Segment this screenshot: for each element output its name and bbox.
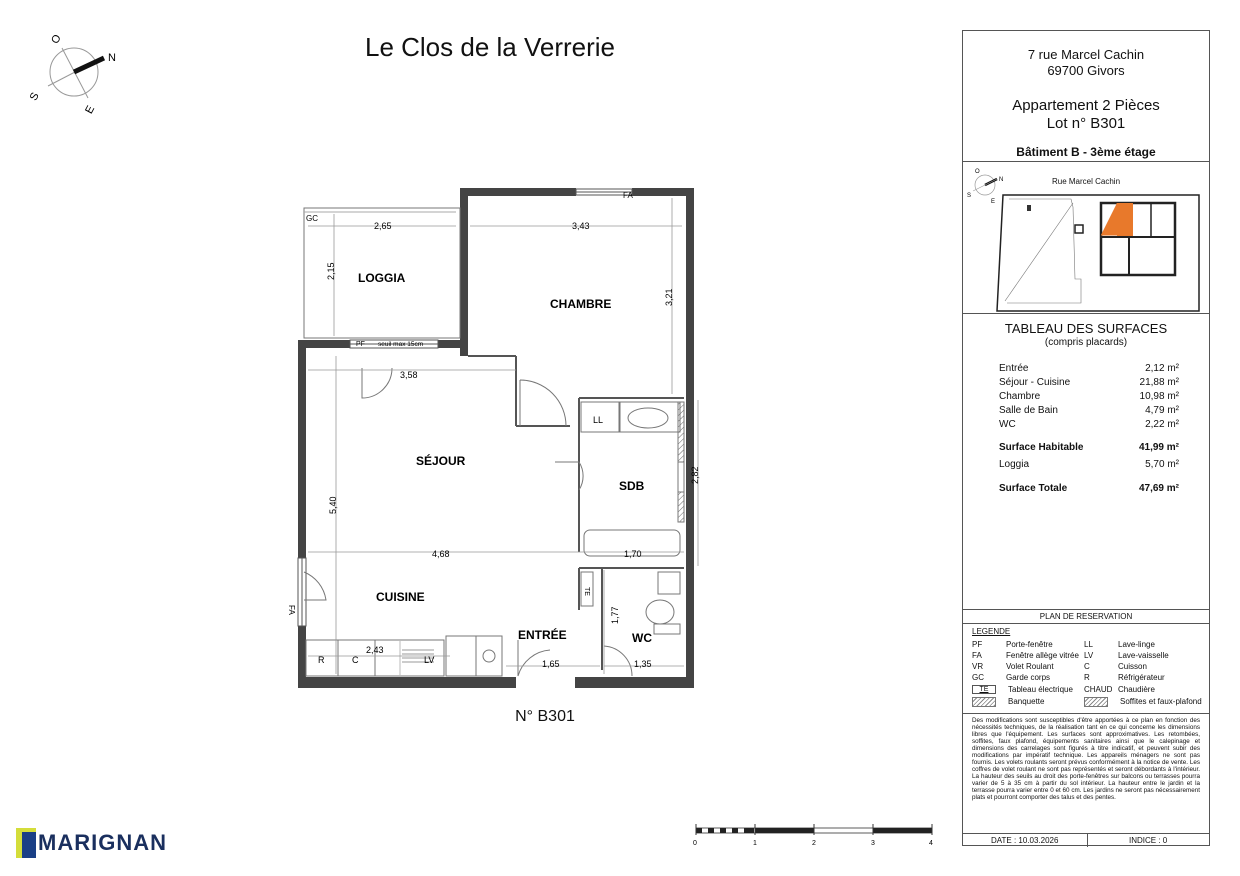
scale-bar bbox=[688, 820, 948, 852]
wc-fixtures bbox=[581, 572, 680, 634]
surface-row: Salle de Bain 4,79 m² bbox=[999, 405, 1179, 416]
window-left bbox=[298, 558, 306, 626]
dim-chambre-h: 3,21 bbox=[664, 288, 674, 306]
ll-label: LL bbox=[593, 415, 604, 425]
te-label: TE bbox=[583, 587, 590, 596]
room-entree: ENTRÉE bbox=[518, 628, 567, 642]
surfaces-table-title: TABLEAU DES SURFACES bbox=[1004, 321, 1168, 336]
room-chambre: CHAMBRE bbox=[550, 297, 612, 311]
compass-s: S bbox=[27, 90, 42, 103]
keyplan-s: S bbox=[967, 193, 972, 199]
room-cuisine: CUISINE bbox=[376, 590, 425, 604]
dim-wc-w: 1,35 bbox=[634, 659, 652, 669]
surface-row: Séjour - Cuisine 21,88 m² bbox=[999, 377, 1179, 388]
compass bbox=[26, 28, 136, 120]
dim-entree-w: 1,65 bbox=[542, 659, 560, 669]
plan-indice: INDICE : 0 bbox=[1129, 836, 1168, 845]
surface-loggia: Loggia 5,70 m² bbox=[999, 459, 1179, 470]
address-line1: 7 rue Marcel Cachin bbox=[1027, 47, 1145, 62]
lv-label: LV bbox=[424, 655, 435, 665]
seuil-label: seuil max 15cm bbox=[378, 341, 424, 348]
legend-item: TE Tableau électrique bbox=[972, 685, 1073, 694]
dim-sdb-h: 2,82 bbox=[690, 466, 700, 484]
legend-item: FA Fenêtre allège vitrée bbox=[972, 651, 1079, 660]
divider bbox=[963, 623, 1209, 624]
pf-label: PF bbox=[356, 341, 365, 348]
batiment-label: Bâtiment B - 3ème étage bbox=[1016, 145, 1156, 159]
soffites-swatch bbox=[1084, 697, 1108, 707]
dim-loggia-w: 2,65 bbox=[374, 221, 392, 231]
legend-item: R Réfrigérateur bbox=[1084, 673, 1165, 682]
surface-row: WC 2,22 m² bbox=[999, 419, 1179, 430]
room-sdb: SDB bbox=[619, 479, 645, 493]
floor-plan bbox=[280, 180, 710, 700]
room-loggia: LOGGIA bbox=[358, 271, 406, 285]
divider bbox=[963, 713, 1209, 714]
compass-o: O bbox=[49, 32, 64, 46]
banquette-swatch bbox=[972, 697, 996, 707]
apartment-type: Appartement 2 Pièces bbox=[1012, 97, 1160, 114]
dim-loggia-h: 2,15 bbox=[326, 262, 336, 280]
scale-3: 3 bbox=[871, 840, 875, 847]
legende-title: LEGENDE bbox=[972, 627, 1011, 636]
dim-sejour-h: 5,40 bbox=[328, 496, 338, 514]
surface-row: Entrée 2,12 m² bbox=[999, 363, 1179, 374]
exterior-walls bbox=[298, 188, 694, 688]
surface-habitable: Surface Habitable 41,99 m² bbox=[999, 442, 1179, 453]
plan-reservation-label: PLAN DE RESERVATION bbox=[1039, 612, 1133, 621]
scale-4: 4 bbox=[929, 840, 933, 847]
dim-sejour-w: 3,58 bbox=[400, 370, 418, 380]
room-wc: WC bbox=[632, 631, 652, 645]
legend-item: C Cuisson bbox=[1084, 662, 1147, 671]
surface-totale: Surface Totale 47,69 m² bbox=[999, 483, 1179, 494]
legend-item: LL Lave-linge bbox=[1084, 640, 1155, 649]
project-title: Le Clos de la Verrerie bbox=[364, 32, 616, 62]
legend-item: PF Porte-fenêtre bbox=[972, 640, 1053, 649]
dim-chambre-w: 3,43 bbox=[572, 221, 590, 231]
keyplan-n: N bbox=[999, 177, 1004, 183]
compass-n: N bbox=[108, 52, 116, 64]
dimension-lines bbox=[308, 198, 698, 674]
apartment-info bbox=[963, 97, 1209, 133]
divider bbox=[963, 609, 1209, 610]
scale-1: 1 bbox=[753, 840, 757, 847]
surface-row: Chambre 10,98 m² bbox=[999, 391, 1179, 402]
doors bbox=[304, 368, 632, 676]
scale-0: 0 bbox=[693, 840, 697, 847]
legend-item: LV Lave-vaisselle bbox=[1084, 651, 1169, 660]
plan-date: DATE : 10.03.2026 bbox=[991, 836, 1059, 845]
room-sejour: SÉJOUR bbox=[416, 454, 466, 468]
legend-item: VR Volet Roulant bbox=[972, 662, 1054, 671]
keyplan-e: E bbox=[991, 199, 996, 205]
divider bbox=[963, 161, 1209, 162]
divider bbox=[963, 833, 1209, 834]
surfaces-table-subtitle: (compris placards) bbox=[1044, 337, 1128, 348]
scale-2: 2 bbox=[812, 840, 816, 847]
fa-top-label: FA bbox=[623, 191, 633, 200]
divider bbox=[963, 313, 1209, 314]
r-label: R bbox=[318, 655, 325, 665]
divider bbox=[1087, 833, 1088, 847]
logo-icon bbox=[16, 828, 36, 858]
legend-item: Soffites et faux-plafond bbox=[1084, 697, 1202, 707]
marignan-logo bbox=[16, 828, 167, 858]
logo-text: MARIGNAN bbox=[38, 830, 167, 855]
address-line2: 69700 Givors bbox=[1047, 63, 1125, 78]
fa-left-label: FA bbox=[287, 605, 296, 615]
dim-wc-h: 1,77 bbox=[610, 606, 620, 624]
compass-e: E bbox=[83, 103, 98, 116]
info-panel bbox=[962, 30, 1210, 846]
c-label: C bbox=[352, 655, 359, 665]
dim-cuisine-w: 4,68 bbox=[432, 549, 450, 559]
legend-item: GC Garde corps bbox=[972, 673, 1051, 682]
interior-walls bbox=[468, 356, 684, 670]
lot-number: Lot n° B301 bbox=[1046, 115, 1126, 132]
legend-item: Banquette bbox=[972, 697, 1044, 707]
gc-label: GC bbox=[306, 214, 318, 223]
legend-item: CHAUD Chaudière bbox=[1084, 685, 1155, 694]
disclaimer-text: Des modifications sont susceptibles d'être apportées à ce plan en fonction des nécessités techniques, de la réalisation tant en ce qui concerne les dimensions libres que l'équipement. Les surfaces sont approximatives. Les retombées, soffites, faux plafond, équipements sanitaires ainsi que le calepinage et dimensions des carrelages sont figurés à titre indicatif, et peuvent subir des modifications par impératif technique. Les appareils ménagers ne sont pas fournis. Les volets roulants seront prévus conformément à la notice de vente. Les coffres de volet roulant ne sont pas représentés et seront débordants à l'intérieur. La hauteur des seuils au droit des porte-fenêtres sur balcons ou terrasses pourra varier de 5 à 35 cm à partir du sol intérieur. La hauteur entre le jardin et la terrasse pourra varier entre 0 et 60 cm. Les jardins ne seront pas nécessairement plats et pourront comporter des talus et des pentes. bbox=[972, 717, 1200, 801]
dim-sdb-w: 1,70 bbox=[624, 549, 642, 559]
lot-caption: N° B301 bbox=[515, 708, 575, 725]
street-label: Rue Marcel Cachin bbox=[1051, 177, 1121, 186]
dim-kitchen-run: 2,43 bbox=[366, 645, 384, 655]
keyplan-o: O bbox=[975, 169, 980, 175]
address bbox=[963, 47, 1209, 79]
